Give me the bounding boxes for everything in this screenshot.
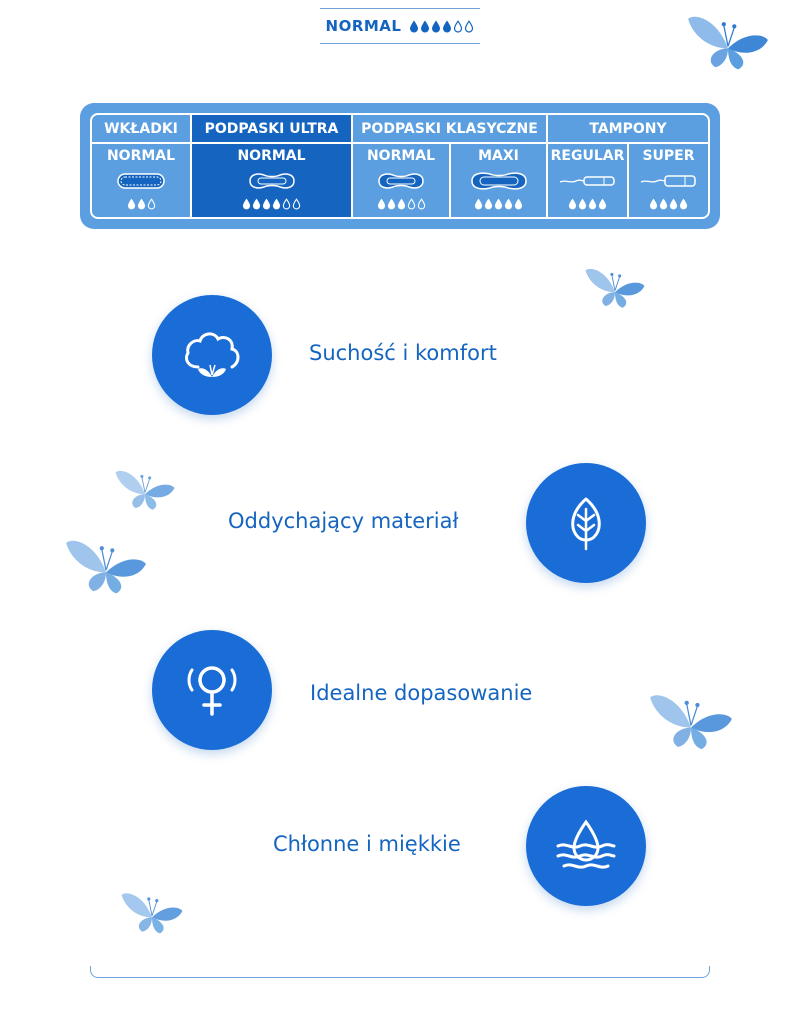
drop-filled-icon [397,198,406,210]
butterfly-icon [114,464,176,512]
group-header-tampony: TAMPONY [589,120,667,137]
feature-icon-circle [526,463,646,583]
drop-filled-icon [474,198,483,210]
drop-empty-icon [464,20,474,33]
column-label: NORMAL [366,148,436,164]
cloud-butterfly-icon [180,327,244,383]
drop-filled-icon [420,20,430,33]
feature-text: Idealne dopasowanie [310,681,533,705]
drop-filled-icon [679,198,688,210]
group-header-ultra: PODPASKI ULTRA [192,115,351,142]
drop-empty-icon [292,198,301,210]
drop-empty-icon [417,198,426,210]
column-label: NORMAL [106,148,176,164]
classic-pad-icon [373,170,429,192]
absorbency-drops [649,198,688,210]
feature-icon-circle [526,786,646,906]
drop-filled-icon [514,198,523,210]
column-label: SUPER [642,148,695,164]
absorbency-drops [568,198,607,210]
classic-maxi-pad-icon [468,170,530,192]
drop-filled-icon [588,198,597,210]
butterfly-icon [120,886,184,936]
drop-filled-icon [409,20,419,33]
drop-filled-icon [578,198,587,210]
feature-text: Chłonne i miękkie [273,832,461,856]
drop-empty-icon [453,20,463,33]
liner-icon [115,170,167,192]
drop-filled-icon [504,198,513,210]
drop-filled-icon [431,20,441,33]
tampon-icon [558,170,618,192]
drop-empty-icon [147,198,156,210]
column-label: REGULAR [550,148,625,164]
drop-filled-icon [377,198,386,210]
ultra-pad-icon [244,170,300,192]
feature-icon-circle [152,295,272,415]
tampon-icon [639,170,699,192]
drop-filled-icon [649,198,658,210]
butterfly-icon [686,8,770,72]
header-label: NORMAL [325,17,402,35]
drop-filled-icon [387,198,396,210]
footer-divider [90,966,710,978]
leaf-icon [564,495,608,551]
absorbency-drops [409,20,474,33]
drop-empty-icon [282,198,291,210]
butterfly-icon [648,686,734,752]
absorbency-drops [474,198,523,210]
butterfly-icon [64,532,148,596]
column-ultra-normal [192,142,351,217]
drop-filled-icon [598,198,607,210]
group-header-klasyczne: PODPASKI KLASYCZNE [361,120,538,137]
water-drop-waves-icon [554,818,618,874]
drop-empty-icon [407,198,416,210]
column-tampony-super [629,142,708,217]
feature-text: Oddychający materiał [228,509,459,533]
product-comparison-table [90,113,710,219]
drop-filled-icon [252,198,261,210]
drop-filled-icon [568,198,577,210]
drop-filled-icon [137,198,146,210]
column-klasyczne-maxi [451,142,546,217]
absorbency-drops [242,198,301,210]
drop-filled-icon [242,198,251,210]
drop-filled-icon [442,20,452,33]
absorbency-drops [127,198,156,210]
header-badge [320,8,480,44]
column-label: MAXI [478,148,519,164]
drop-filled-icon [127,198,136,210]
female-symbol-icon [184,658,240,722]
absorbency-drops [377,198,426,210]
drop-filled-icon [659,198,668,210]
drop-filled-icon [262,198,271,210]
group-header-wkladki: WKŁADKI [104,120,178,137]
column-label: NORMAL [237,148,306,164]
column-klasyczne-normal [353,142,449,217]
drop-filled-icon [272,198,281,210]
product-comparison-panel [80,103,720,229]
feature-icon-circle [152,630,272,750]
drop-filled-icon [494,198,503,210]
drop-filled-icon [669,198,678,210]
column-wkladki-normal [92,142,190,217]
butterfly-icon [584,262,646,310]
feature-text: Suchość i komfort [309,341,497,365]
column-tampony-regular [548,142,627,217]
drop-filled-icon [484,198,493,210]
